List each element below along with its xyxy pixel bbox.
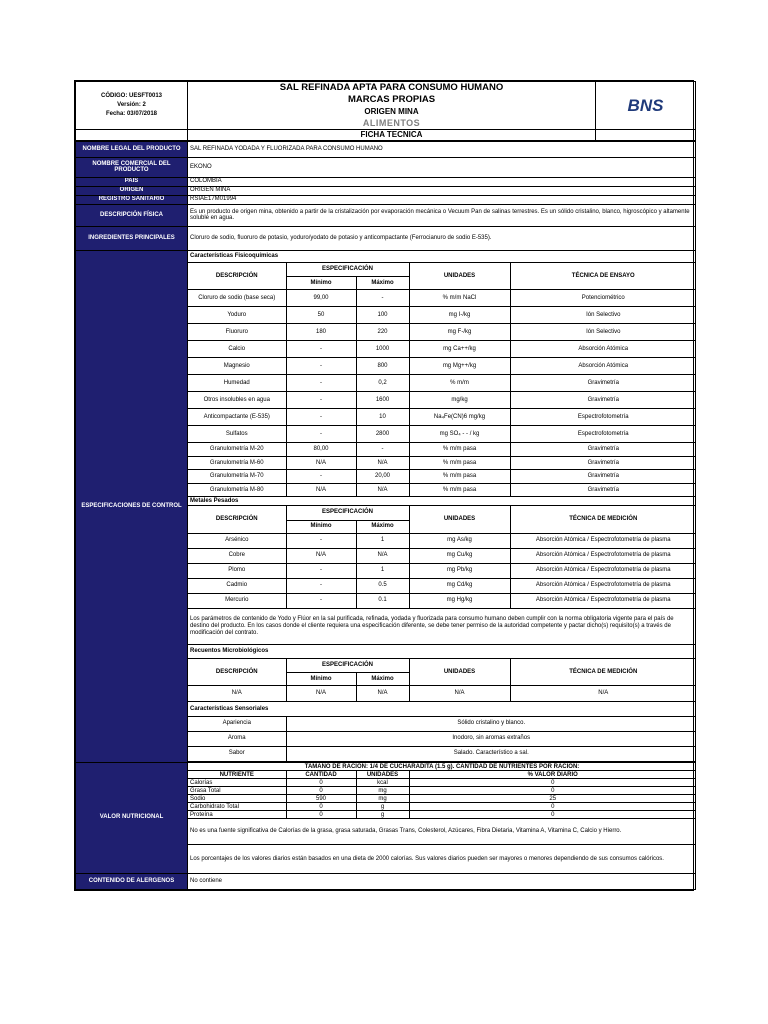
granulometry-row: [188, 470, 696, 484]
sensory-title: Características Sensoriales: [188, 702, 696, 716]
physchem-row-cell: 99,00: [286, 290, 356, 307]
spec-content: [188, 250, 696, 762]
physchem-col-min: Mínimo: [286, 277, 356, 290]
sensory-row-cell: Inodoro, sin aromas extraños: [286, 731, 696, 746]
physchem-row-cell: Espectrofotometría: [510, 409, 696, 426]
nutrition-row-cell: g: [356, 803, 409, 811]
nutrition-row: [188, 811, 696, 819]
legal-name-value: SAL REFINADA YODADA Y FLUORIZADA PARA CONSUMO HUMANO: [188, 141, 696, 157]
metal-row-cell: Plomo: [188, 563, 286, 578]
nutrition-col-dv: % VALOR DIARIO: [409, 771, 696, 779]
nutrition-row-cell: 0: [286, 787, 356, 795]
physchem-row-cell: % m/m: [409, 375, 510, 392]
nutrition-row: [188, 803, 696, 811]
granulometry-row: [188, 457, 696, 470]
nutrition-row-cell: Proteína: [188, 811, 286, 819]
nutrition-row-cell: mg: [356, 787, 409, 795]
nutrition-row-cell: 0: [409, 811, 696, 819]
physchem-row-cell: Ión Selectivo: [510, 307, 696, 324]
metal-row-cell: mg Pb/kg: [409, 563, 510, 578]
granulometry-row-cell: Gravimetría: [510, 443, 696, 457]
nutrition-col-nutrient: NUTRIENTE: [188, 771, 286, 779]
metals-col-spec: ESPECIFICACIÓN: [286, 505, 409, 520]
metal-row-cell: 1: [356, 533, 409, 548]
physchem-row-cell: -: [286, 375, 356, 392]
physchem-row-cell: Magnesio: [188, 358, 286, 375]
nutrition-row-cell: 25: [409, 795, 696, 803]
physchem-row: [188, 358, 696, 375]
nutrition-row-cell: Carbohidrato Total: [188, 803, 286, 811]
micro-min: N/A: [286, 686, 356, 702]
physchem-row-cell: Cloruro de sodio (base seca): [188, 290, 286, 307]
allergens-value: No contiene: [188, 873, 696, 889]
physchem-col-max: Máximo: [356, 277, 409, 290]
origin-label: ORIGEN: [76, 186, 188, 195]
physchem-row-cell: Ión Selectivo: [510, 324, 696, 341]
sheet-type: FICHA TECNICA: [188, 129, 596, 140]
origin-line: ORIGEN MINA: [188, 106, 596, 117]
nutrition-row-cell: 0: [286, 779, 356, 787]
registry-value: RSIAE17M01994: [188, 195, 696, 204]
metal-row-cell: -: [286, 593, 356, 608]
physchem-row-cell: 50: [286, 307, 356, 324]
sensory-row-cell: Salado. Característico a sal.: [286, 746, 696, 761]
micro-row: [188, 686, 696, 702]
nutrition-row-cell: kcal: [356, 779, 409, 787]
metal-row-cell: mg Hg/kg: [409, 593, 510, 608]
physchem-row: [188, 307, 696, 324]
physchem-table: [188, 251, 696, 498]
metal-row-cell: Absorción Atómica / Espectrofotometría de plasma: [510, 548, 696, 563]
physchem-row-cell: Fluoruro: [188, 324, 286, 341]
physchem-row-cell: 0,2: [356, 375, 409, 392]
sensory-row-cell: Sólido cristalino y blanco.: [286, 716, 696, 731]
header-table: [75, 81, 696, 141]
granulometry-row-cell: -: [286, 470, 356, 484]
doc-title: SAL REFINADA APTA PARA CONSUMO HUMANO: [188, 82, 596, 94]
doc-code: CÓDIGO: UESFT0013: [100, 92, 162, 99]
metal-row-cell: Mercurio: [188, 593, 286, 608]
granulometry-row-cell: N/A: [286, 457, 356, 470]
physchem-row-cell: Calcio: [188, 341, 286, 358]
legal-name-label: NOMBRE LEGAL DEL PRODUCTO: [76, 141, 188, 157]
physchem-col-units: UNIDADES: [409, 263, 510, 290]
metal-row-cell: Absorción Atómica / Espectrofotometría de plasma: [510, 578, 696, 593]
physchem-row-cell: Sulfatos: [188, 426, 286, 443]
physchem-row: [188, 426, 696, 443]
nutrition-label: VALOR NUTRICIONAL: [76, 762, 188, 873]
nutrition-row-cell: Sodio: [188, 795, 286, 803]
granulometry-row-cell: N/A: [356, 457, 409, 470]
physchem-row-cell: mg Mg++/kg: [409, 358, 510, 375]
metals-title: Metales Pesados: [190, 498, 239, 505]
commercial-name-value: EKONO: [188, 157, 696, 177]
micro-col-max: Máximo: [356, 673, 409, 686]
metal-row-cell: Absorción Atómica / Espectrofotometría de plasma: [510, 533, 696, 548]
granulometry-row-cell: % m/m pasa: [409, 457, 510, 470]
metal-row: [188, 593, 696, 608]
micro-col-min: Mínimo: [286, 673, 356, 686]
physchem-row: [188, 392, 696, 409]
physchem-row-cell: -: [286, 409, 356, 426]
sensory-row: [188, 731, 696, 746]
physchem-row-cell: 100: [356, 307, 409, 324]
micro-tech: N/A: [510, 686, 696, 702]
granulometry-row-cell: Gravimetría: [510, 470, 696, 484]
metal-row-cell: N/A: [356, 548, 409, 563]
physchem-row: [188, 375, 696, 392]
granulometry-row-cell: 20,00: [356, 470, 409, 484]
micro-col-tech: TÉCNICA DE MEDICIÓN: [510, 659, 696, 686]
physchem-row-cell: 1000: [356, 341, 409, 358]
micro-table: [188, 645, 696, 703]
physchem-row-cell: -: [356, 290, 409, 307]
metal-row-cell: mg Cd/kg: [409, 578, 510, 593]
nutrition-col-units: UNIDADES: [356, 771, 409, 779]
nutrition-note-2: Los porcentajes de los valores diarios están basados en una dieta de 2000 calorías. Sus valores diarios pueden ser mayores o menores dependiendo de sus consumos calóricos.: [188, 845, 696, 873]
doc-version: Versión: 2: [117, 101, 146, 108]
nutrition-row-cell: 0: [409, 779, 696, 787]
metal-row-cell: 0.5: [356, 578, 409, 593]
granulometry-row-cell: Gravimetría: [510, 457, 696, 470]
country-value: COLOMBIA: [188, 177, 696, 186]
micro-col-spec: ESPECIFICACIÓN: [286, 659, 409, 673]
physchem-row-cell: 800: [356, 358, 409, 375]
ingredients-value: Cloruro de sodio, fluoruro de potasio, yoduro/yodato de potasio y anticompactante (Ferrocianuro de sodio E-535).: [188, 226, 696, 250]
physchem-row-cell: mg SO₄ - - / kg: [409, 426, 510, 443]
physchem-row-cell: 2800: [356, 426, 409, 443]
metal-row-cell: 0.1: [356, 593, 409, 608]
origin-value: ORIGEN MINA: [188, 186, 696, 195]
sensory-row-cell: Apariencia: [188, 716, 286, 731]
physchem-row: [188, 341, 696, 358]
metal-row-cell: -: [286, 533, 356, 548]
allergens-label: CONTENIDO DE ALERGENOS: [76, 873, 188, 889]
metal-row-cell: mg As/kg: [409, 533, 510, 548]
granulometry-row: [188, 443, 696, 457]
metal-row-cell: 1: [356, 563, 409, 578]
sensory-row: [188, 716, 696, 731]
nutrition-row: [188, 795, 696, 803]
physchem-row-cell: Gravimetría: [510, 392, 696, 409]
physchem-row-cell: mg F-/kg: [409, 324, 510, 341]
physchem-row-cell: Absorción Atómica: [510, 358, 696, 375]
nutrition-col-qty: CANTIDAD: [286, 771, 356, 779]
metal-row-cell: Cobre: [188, 548, 286, 563]
brand-line: MARCAS PROPIAS: [188, 93, 596, 106]
sensory-row-cell: Sabor: [188, 746, 286, 761]
nutrition-row-cell: Grasa Total: [188, 787, 286, 795]
nutrition-row: [188, 779, 696, 787]
registry-label: REGISTRO SANITARIO: [76, 195, 188, 204]
granulometry-row-cell: N/A: [286, 484, 356, 497]
nutrition-row-cell: mg: [356, 795, 409, 803]
physchem-row-cell: Absorción Atómica: [510, 341, 696, 358]
physchem-row-cell: -: [286, 426, 356, 443]
description-label: DESCRIPCIÓN FÍSICA: [76, 204, 188, 226]
granulometry-row-cell: Granulometría M-70: [188, 470, 286, 484]
physchem-row-cell: Espectrofotometría: [510, 426, 696, 443]
physchem-row-cell: Humedad: [188, 375, 286, 392]
physchem-row-cell: % m/m NaCl: [409, 290, 510, 307]
metal-row-cell: Arsénico: [188, 533, 286, 548]
nutrition-row-cell: g: [356, 811, 409, 819]
physchem-row-cell: Otros insolubles en agua: [188, 392, 286, 409]
sensory-row-cell: Aroma: [188, 731, 286, 746]
granulometry-row-cell: 80,00: [286, 443, 356, 457]
granulometry-row-cell: Gravimetría: [510, 484, 696, 497]
granulometry-row-cell: % m/m pasa: [409, 470, 510, 484]
physchem-row: [188, 409, 696, 426]
metals-col-max: Máximo: [356, 520, 409, 533]
nutrition-table: [188, 763, 696, 873]
granulometry-row-cell: Granulometría M-60: [188, 457, 286, 470]
physchem-row-cell: Yoduro: [188, 307, 286, 324]
metal-row-cell: mg Cu/kg: [409, 548, 510, 563]
spec-label: ESPECIFICACIONES DE CONTROL: [76, 250, 188, 762]
physchem-row-cell: mg/kg: [409, 392, 510, 409]
nutrition-row-cell: Calorías: [188, 779, 286, 787]
physchem-row-cell: Na₄Fe(CN)6 mg/kg: [409, 409, 510, 426]
granulometry-row-cell: Granulometría M-80: [188, 484, 286, 497]
physchem-row-cell: Anticompactante (E-535): [188, 409, 286, 426]
micro-title: Recuentos Microbiológicos: [188, 645, 696, 659]
nutrition-row: [188, 787, 696, 795]
nutrition-row-cell: 0: [286, 803, 356, 811]
nutrition-content: [188, 762, 696, 873]
doc-meta: [76, 82, 188, 130]
nutrition-row-cell: 0: [409, 803, 696, 811]
metal-row-cell: Absorción Atómica / Espectrofotometría de plasma: [510, 593, 696, 608]
granulometry-row-cell: -: [356, 443, 409, 457]
sensory-table: [188, 702, 696, 762]
sensory-row: [188, 746, 696, 761]
granulometry-row-cell: % m/m pasa: [409, 484, 510, 497]
nutrition-note-1: No es una fuente significativa de Calorías de la grasa, grasa saturada, Grasas Trans, Colesterol, Azúcares, Fibra Dietaria, Vitamina A, Vitamina C, Calcio y Hierro.: [188, 819, 696, 845]
physchem-col-desc: DESCRIPCIÓN: [188, 263, 286, 290]
ingredients-label: INGREDIENTES PRINCIPALES: [76, 226, 188, 250]
physchem-row-cell: Gravimetría: [510, 375, 696, 392]
metals-note: Los parámetros de contenido de Yodo y Flúor en la sal purificada, refinada, yodada y fluorizada para consumo humano deben cumplir con la norma obligatoria vigente para el país de destino del producto. En los casos donde el cliente requiera una especificación diferente, se debe tener permiso de la autoridad competente y pactar dicho(s) requisito(s) a través de modificación del contrato.: [188, 608, 696, 644]
metal-row-cell: Absorción Atómica / Espectrofotometría de plasma: [510, 563, 696, 578]
nutrition-row-cell: 0: [409, 787, 696, 795]
metals-col-units: UNIDADES: [409, 505, 510, 533]
physchem-row-cell: -: [286, 392, 356, 409]
metals-col-min: Mínimo: [286, 520, 356, 533]
micro-max: N/A: [356, 686, 409, 702]
technical-sheet: [74, 80, 694, 891]
main-table: [75, 141, 696, 890]
commercial-name-label: NOMBRE COMERCIAL DEL PRODUCTO: [76, 157, 188, 177]
doc-date: Fecha: 03/07/2018: [105, 110, 158, 117]
micro-col-units: UNIDADES: [409, 659, 510, 686]
serving-size: TAMAÑO DE RACION: 1/4 DE CUCHARADITA (1.5 g). CANTIDAD DE NUTRIENTES POR RACIÓN:: [188, 763, 696, 771]
metal-row: [188, 578, 696, 593]
metals-table: [188, 497, 696, 645]
physchem-row-cell: Potenciométrico: [510, 290, 696, 307]
micro-desc: N/A: [188, 686, 286, 702]
category-line: ALIMENTOS: [188, 117, 596, 129]
metal-row: [188, 548, 696, 563]
granulometry-row-cell: Granulometría M-20: [188, 443, 286, 457]
physchem-row: [188, 324, 696, 341]
physchem-row-cell: 180: [286, 324, 356, 341]
metal-row: [188, 563, 696, 578]
micro-units: N/A: [409, 686, 510, 702]
metal-row-cell: -: [286, 563, 356, 578]
physchem-col-spec: ESPECIFICACIÓN: [286, 263, 409, 277]
metal-row-cell: N/A: [286, 548, 356, 563]
physchem-row-cell: -: [286, 341, 356, 358]
country-label: PAIS: [76, 177, 188, 186]
physchem-row-cell: 1600: [356, 392, 409, 409]
bns-logo: BNS: [596, 82, 696, 130]
metal-row: [188, 533, 696, 548]
metal-row-cell: Cadmio: [188, 578, 286, 593]
physchem-col-tech: TÉCNICA DE ENSAYO: [510, 263, 696, 290]
physchem-row-cell: mg I-/kg: [409, 307, 510, 324]
physchem-row-cell: mg Ca++/kg: [409, 341, 510, 358]
micro-col-desc: DESCRIPCIÓN: [188, 659, 286, 686]
physchem-row-cell: 10: [356, 409, 409, 426]
granulometry-row-cell: N/A: [356, 484, 409, 497]
granulometry-row-cell: % m/m pasa: [409, 443, 510, 457]
physchem-row: [188, 290, 696, 307]
metals-col-desc: DESCRIPCIÓN: [188, 505, 286, 533]
metals-col-tech: TÉCNICA DE MEDICIÓN: [510, 505, 696, 533]
physchem-row-cell: 220: [356, 324, 409, 341]
physchem-title: Características Fisicoquímicas: [188, 251, 696, 263]
granulometry-row: [188, 484, 696, 497]
description-value: Es un producto de origen mina, obtenido a partir de la cristalización por evaporación mecánica o Vecuum Pan de salinas terrestres. Es un sólido cristalino, blanco, higroscópico y altamente soluble en agua.: [188, 204, 696, 226]
nutrition-row-cell: 0: [286, 811, 356, 819]
nutrition-row-cell: 590: [286, 795, 356, 803]
metal-row-cell: -: [286, 578, 356, 593]
physchem-row-cell: -: [286, 358, 356, 375]
